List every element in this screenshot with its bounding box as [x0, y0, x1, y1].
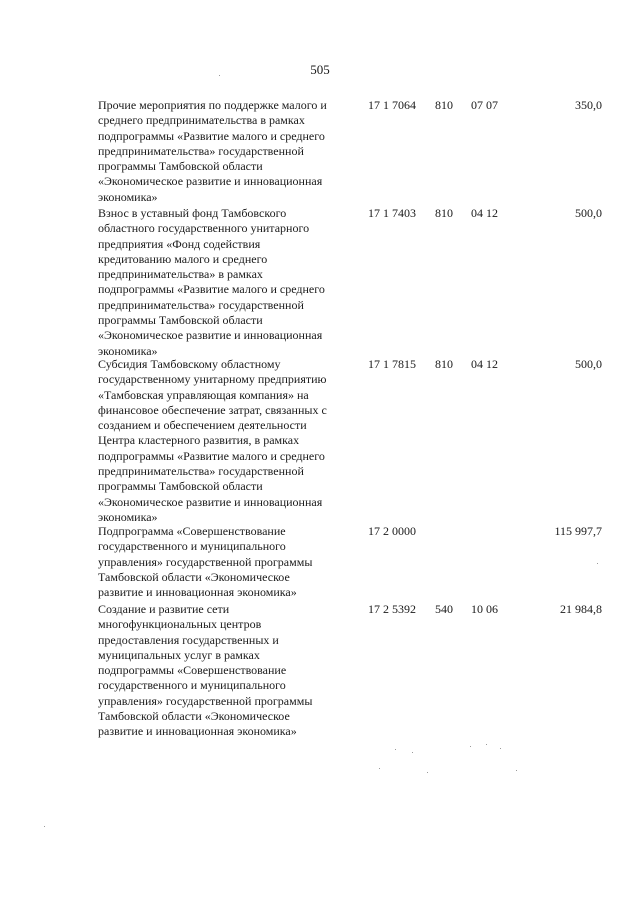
scan-speck — [500, 748, 501, 749]
scan-speck — [486, 744, 487, 745]
row-description: Подпрограмма «Совершенствование государственного и муниципального управления» государственной программы Тамбовской области «Экономическое развитие и инновационная экономика» — [98, 524, 313, 600]
row-section-code: 04 12 — [471, 357, 498, 371]
scan-speck — [379, 768, 380, 769]
row-description: Субсидия Тамбовскому областному государственному унитарному предприятию «Тамбовская управляющая компания» на финансовое обеспечение затрат, связанных с созданием и обеспечением деятельности Центра кластерного развития, в рамках подпрограммы «Развитие малого и среднего предпринимательства» государственной программы Тамбовской области «Экономическое развитие и инновационная экономика» — [98, 357, 327, 524]
row-section-code: 10 06 — [471, 602, 498, 616]
row-amount: 350,0 — [575, 98, 602, 112]
scan-speck — [516, 770, 517, 771]
scan-speck — [427, 772, 428, 773]
row-expense-type: 540 — [435, 602, 453, 616]
row-target-code: 17 1 7403 — [368, 206, 416, 220]
row-amount: 500,0 — [575, 206, 602, 220]
scan-speck — [412, 752, 413, 753]
scan-speck — [597, 563, 598, 564]
row-expense-type: 810 — [435, 206, 453, 220]
row-expense-type: 810 — [435, 357, 453, 371]
page-number: 505 — [310, 62, 330, 77]
row-target-code: 17 2 5392 — [368, 602, 416, 616]
row-amount: 500,0 — [575, 357, 602, 371]
row-description: Создание и развитие сети многофункциональных центров предоставления государственных и муниципальных услуг в рамках подпрограммы «Совершенствование государственного и муниципального управления» государственной программы Тамбовской области «Экономическое развитие и инновационная экономика» — [98, 602, 313, 739]
row-amount: 115 997,7 — [554, 524, 602, 538]
row-target-code: 17 2 0000 — [368, 524, 416, 538]
row-section-code: 07 07 — [471, 98, 498, 112]
row-description: Взнос в уставный фонд Тамбовского областного государственного унитарного предприятия «Фонд содействия кредитованию малого и среднего предпринимательства» в рамках подпрограммы «Развитие малого и среднего предпринимательства» государственной программы Тамбовской области «Экономическое развитие и инновационная экономика» — [98, 206, 325, 358]
row-target-code: 17 1 7064 — [368, 98, 416, 112]
scan-speck — [219, 75, 220, 76]
scan-speck — [470, 746, 471, 747]
row-target-code: 17 1 7815 — [368, 357, 416, 371]
scan-speck — [44, 826, 45, 827]
row-expense-type: 810 — [435, 98, 453, 112]
row-amount: 21 984,8 — [560, 602, 602, 616]
row-description: Прочие мероприятия по поддержке малого и среднего предпринимательства в рамках подпрограммы «Развитие малого и среднего предпринимательства» государственной программы Тамбовской области «Экономическое развитие и инновационная экономика» — [98, 98, 327, 204]
row-section-code: 04 12 — [471, 206, 498, 220]
scan-speck — [395, 749, 396, 750]
